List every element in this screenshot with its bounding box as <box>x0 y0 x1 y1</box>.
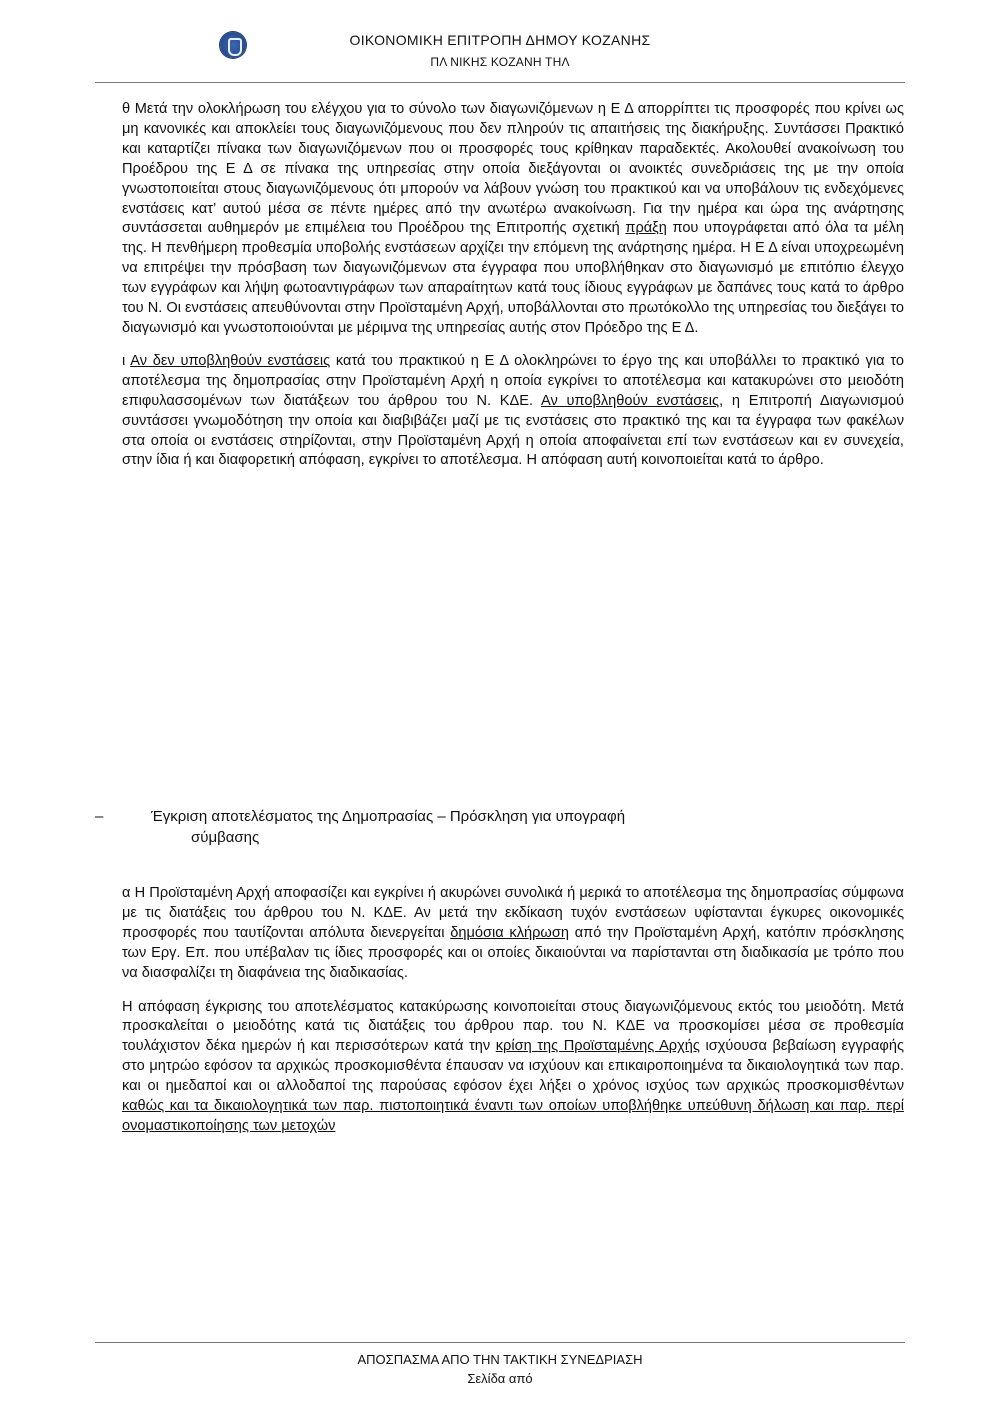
paragraph-approval <box>122 998 904 1137</box>
section-title-line1: Έγκριση αποτελέσματος της Δημοπρασίας – Πρόσκληση για υπογραφή <box>151 808 626 825</box>
paragraph-approval-text-a: Η απόφαση έγκρισης του αποτελέσματος κατακύρωσης κοινοποιείται στους διαγωνιζόμενους εκτός του μειοδότη. Μετά προσκαλείται ο μειοδότης κατά τις διατάξεις του άρθρου παρ. του Ν. ΚΔΕ να προσκομίσει μέσα σε προθεσμία τουλάχιστον δέκα ημερών ή και περισσότερων κατά την <box>122 998 904 1055</box>
document-body-part2 <box>122 884 904 1151</box>
supporting-documents-link[interactable]: καθώς και τα δικαιολογητικά των παρ. πιστοποιητικά έναντι των οποίων υποβλήθηκε υπεύθυνη δήλωση και παρ. περί ονομαστικοποίησης των μετοχών <box>122 1098 904 1134</box>
document-body-part1 <box>122 100 904 485</box>
paragraph-theta <box>122 100 904 339</box>
praxi-link[interactable]: πράξη <box>625 220 667 237</box>
public-draw-link[interactable]: δημόσια κλήρωση <box>450 924 569 941</box>
paragraph-theta-text: θ Μετά την ολοκλήρωση του ελέγχου για το σύνολο των διαγωνιζόμενων η Ε Δ απορρίπτει τις προσφορές που κρίνει ως μη κανονικές και αποκλείει τους διαγωνιζόμενους που δεν πληρούν τις απαιτήσεις της διακήρυξης. Συντάσσει Πρακτικό και καταρτίζει πίνακα των διαγωνιζόμενων που οι προσφορές τους κρίθηκαν παραδεκτές. Ακολουθεί ανακοίνωση του Προέδρου της Ε Δ σε πίνακα της υπηρεσίας στην οποία διεξάγονται οι ανοικτές συνεδριάσεις της με την οποία γνωστοποιείται στους διαγωνιζόμενους ότι μπορούν να λάβουν γνώση του πρακτικού και να υποβάλουν τις ενδεχόμενες ενστάσεις κατ’ αυτού μέσα σε πέντε ημέρες από την ανωτέρω ανακοίνωση. Για την ημέρα και ώρα της ανάρτησης συντάσσεται αυθημερόν με επιμέλεια του Προέδρου της Επιτροπής σχετική <box>122 101 904 237</box>
paragraph-theta-tail: που υπογράφεται από όλα τα μέλη της. Η πενθήμερη προθεσμία υποβολής ενστάσεων αρχίζει την επόμενη της ανάρτησης ημέρα. Η Ε Δ είναι υποχρεωμένη να επιτρέψει την πρόσβαση των διαγωνιζόμενων στα έγγραφα που υποβλήθηκαν στο διαγωνισμό με επιτόπιο έλεγχο των εγγράφων και λήψη φωτοαντιγράφων των απαραίτητων κατά τους ίδιους εγγράφων με δαπάνες τους κατά το άρθρο του Ν. Οι ενστάσεις απευθύνονται στην Προϊσταμένη Αρχή, υποβάλλονται στο πρωτόκολλο της υπηρεσίας του διεξάγει το διαγωνισμό και γνωστοποιούνται με μέριμνα της υπηρεσίας αυτής στον Πρόεδρο της Ε Δ. <box>122 220 904 336</box>
footer-line1: ΑΠΟΣΠΑΣΜΑ ΑΠΟ ΤΗΝ ΤΑΚΤΙΚΗ ΣΥΝΕΔΡΙΑΣΗ <box>357 1352 643 1367</box>
paragraph-alpha <box>122 884 904 984</box>
header-subtitle: ΠΛ ΝΙΚΗΣ ΚΟΖΑΝΗ ΤΗΛ <box>430 55 570 69</box>
page-footer <box>0 1350 1000 1388</box>
paragraph-iota-text-a: κατά του πρακτικού η Ε Δ ολοκληρώνει το έργο της και υποβάλλει το πρακτικό για το αποτέλεσμα της δημοπρασίας στην Προϊσταμένη Αρχή η οποία εγκρίνει το αποτέλεσμα και κατακυρώνει στο μειοδότη επιφυλασσομένων των διατάξεων του άρθρου του Ν. ΚΔΕ. <box>122 352 904 409</box>
page-header <box>0 30 1000 78</box>
paragraph-alpha-text-b: από την Προϊσταμένη Αρχή, κατόπιν πρόσκλησης των Εργ. Επ. που υπέβαλαν τις ίδιες προσφορές και οι οποίες δικαιούνται να παρίστανται στη διαδικασία με τρόπο που να διασφαλίζει τη διαφάνεια της διαδικασίας. <box>122 924 905 981</box>
section-heading <box>95 806 905 848</box>
footer-divider <box>95 1342 905 1343</box>
objections-submitted-link[interactable]: Αν υποβληθούν ενστάσεις <box>541 392 720 409</box>
header-divider <box>95 82 905 83</box>
authority-judgement-link[interactable]: κρίση της Προϊσταμένης Αρχής <box>495 1038 700 1055</box>
section-heading-block <box>95 806 905 848</box>
paragraph-alpha-text-a: α Η Προϊσταμένη Αρχή αποφασίζει και εγκρίνει ή ακυρώνει συνολικά ή μερικά το αποτέλεσμα της δημοπρασίας σύμφωνα με τις διατάξεις του άρθρου του Ν. ΚΔΕ. Αν μετά την εκδίκαση τυχόν ενστάσεων υφίστανται έγκυρες οικονομικές προσφορές που ταυτίζονται απόλυτα διενεργείται <box>122 885 904 941</box>
paragraph-approval-text-b: ισχύουσα βεβαίωση εγγραφής στο μητρώο εφόσον τα αρχικώς προσκομισθέντα έπαυσαν να ισχύουν και επικαιροποιημένα τα δικαιολογητικά των παρ. και οι ημεδαποί και οι αλλοδαποί της παρούσας εφόσον έχει λήξει ο χρόνος ισχύος των αρχικώς προσκομισθέντων <box>122 1038 904 1095</box>
paragraph-iota <box>122 352 904 471</box>
paragraph-iota-text-b: , η Επιτροπή Διαγωνισμού συντάσσει γνωμοδότηση την οποία και διαβιβάζει μαζί με τις ενστάσεις στο πρακτικό της και τα έγγραφα των φακέλων στα οποία οι ενστάσεις στηρίζονται, στην Προϊσταμένη Αρχή η οποία αποφαίνεται επί των ενστάσεων και εν συνεχεία, στην ίδια ή και διαφορετική απόφαση, εγκρίνει το αποτέλεσμα. Η απόφαση αυτή κοινοποιείται κατά το άρθρο. <box>122 392 905 469</box>
paragraph-iota-lead: ι <box>122 352 131 369</box>
footer-page-number: Σελίδα από <box>467 1371 533 1386</box>
section-title-line2: σύμβασης <box>191 829 260 846</box>
no-objections-link[interactable]: Αν δεν υποβληθούν ενστάσεις <box>130 352 331 369</box>
section-number: – <box>95 808 104 825</box>
header-title: ΟΙΚΟΝΟΜΙΚΗ ΕΠΙΤΡΟΠΗ ΔΗΜΟΥ ΚΟΖΑΝΗΣ <box>349 32 651 48</box>
